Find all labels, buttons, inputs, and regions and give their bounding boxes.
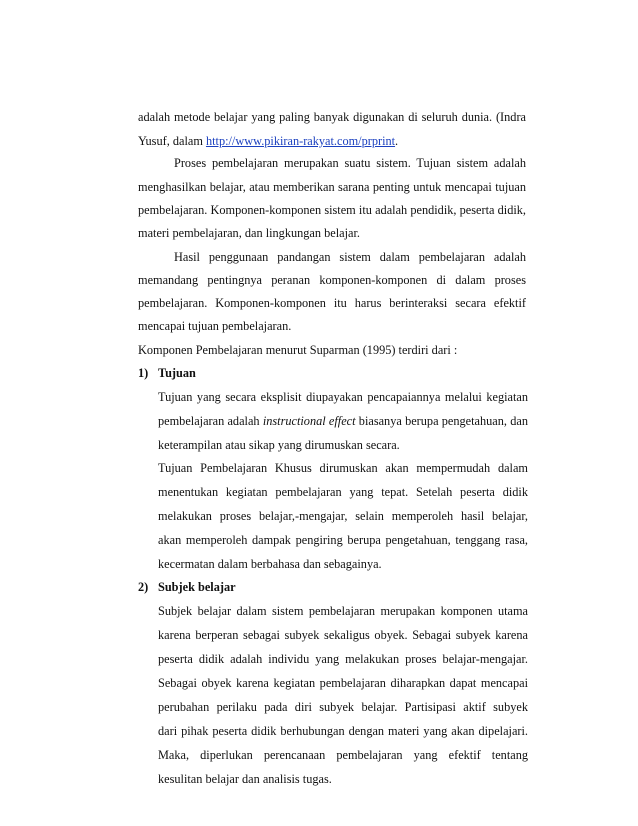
paragraph-line: akan memperoleh dampak pengiring berupa pengetahuan, tenggang rasa,: [158, 533, 528, 547]
paragraph-line: dari pihak peserta didik berhubungan dengan materi yang akan dipelajari.: [158, 724, 528, 738]
list-number: 1): [138, 366, 149, 380]
citation-prefix: Yusuf, dalam: [138, 134, 206, 148]
paragraph-line: Hasil penggunaan pandangan sistem dalam pembelajaran adalah: [174, 250, 526, 264]
paragraph-line: menentukan kegiatan pembelajaran yang tepat. Setelah peserta didik: [158, 485, 528, 499]
citation-suffix: .: [395, 134, 399, 148]
section-heading-subjek-belajar: Subjek belajar: [158, 580, 236, 594]
paragraph-line: Subjek belajar dalam sistem pembelajaran merupakan komponen utama: [158, 604, 528, 618]
paragraph-line: Maka, diperlukan perencanaan pembelajaran yang efektif tentang: [158, 748, 528, 762]
paragraph-line: peserta didik adalah individu yang melakukan proses belajar-mengajar.: [158, 652, 528, 666]
paragraph-line: mencapai tujuan pembelajaran.: [138, 319, 292, 333]
paragraph-line: memandang pentingnya peranan komponen-komponen di dalam proses: [138, 273, 526, 287]
paragraph-line: karena berperan sebagai subyek sekaligus obyek. Sebagai subyek karena: [158, 628, 528, 642]
section-heading-tujuan: Tujuan: [158, 366, 196, 380]
paragraph-line: pembelajaran adalah instructional effect biasanya berupa pengetahuan, dan: [158, 414, 528, 428]
paragraph-line: Tujuan yang secara eksplisit diupayakan pencapaiannya melalui kegiatan: [158, 390, 528, 404]
paragraph-line: Tujuan Pembelajaran Khusus dirumuskan akan mempermudah dalam: [158, 461, 528, 475]
paragraph-line: pembelajaran. Komponen-komponen sistem itu adalah pendidik, peserta didik,: [138, 203, 526, 217]
paragraph-line: pembelajaran. Komponen-komponen itu harus berinteraksi secara efektif: [138, 296, 526, 310]
paragraph-line: perubahan perilaku pada diri subyek belajar. Partisipasi aktif subyek: [158, 700, 528, 714]
citation-line: [138, 134, 398, 148]
paragraph-line: Proses pembelajaran merupakan suatu sistem. Tujuan sistem adalah: [174, 156, 526, 170]
citation-link[interactable]: http://www.pikiran-rakyat.com/prprint: [205, 134, 396, 148]
paragraph-line: kecermatan dalam berbahasa dan sebagainya.: [158, 557, 382, 571]
italic-term: instructional effect: [262, 414, 356, 428]
paragraph-line: Sebagai obyek karena kegiatan pembelajaran diharapkan dapat mencapai: [158, 676, 528, 690]
list-number: 2): [138, 580, 149, 594]
paragraph-line: menghasilkan belajar, atau memberikan sarana penting untuk mencapai tujuan: [138, 180, 526, 194]
paragraph-line: melakukan proses belajar,-mengajar, selain memperoleh hasil belajar,: [158, 509, 528, 523]
paragraph-line: keterampilan atau sikap yang dirumuskan secara.: [158, 438, 400, 452]
paragraph-line: adalah metode belajar yang paling banyak digunakan di seluruh dunia. (Indra: [138, 110, 526, 124]
paragraph-line: kesulitan belajar dan analisis tugas.: [158, 772, 332, 786]
paragraph-line: materi pembelajaran, dan lingkungan belajar.: [138, 226, 360, 240]
paragraph-line: Komponen Pembelajaran menurut Suparman (1995) terdiri dari :: [138, 343, 458, 357]
